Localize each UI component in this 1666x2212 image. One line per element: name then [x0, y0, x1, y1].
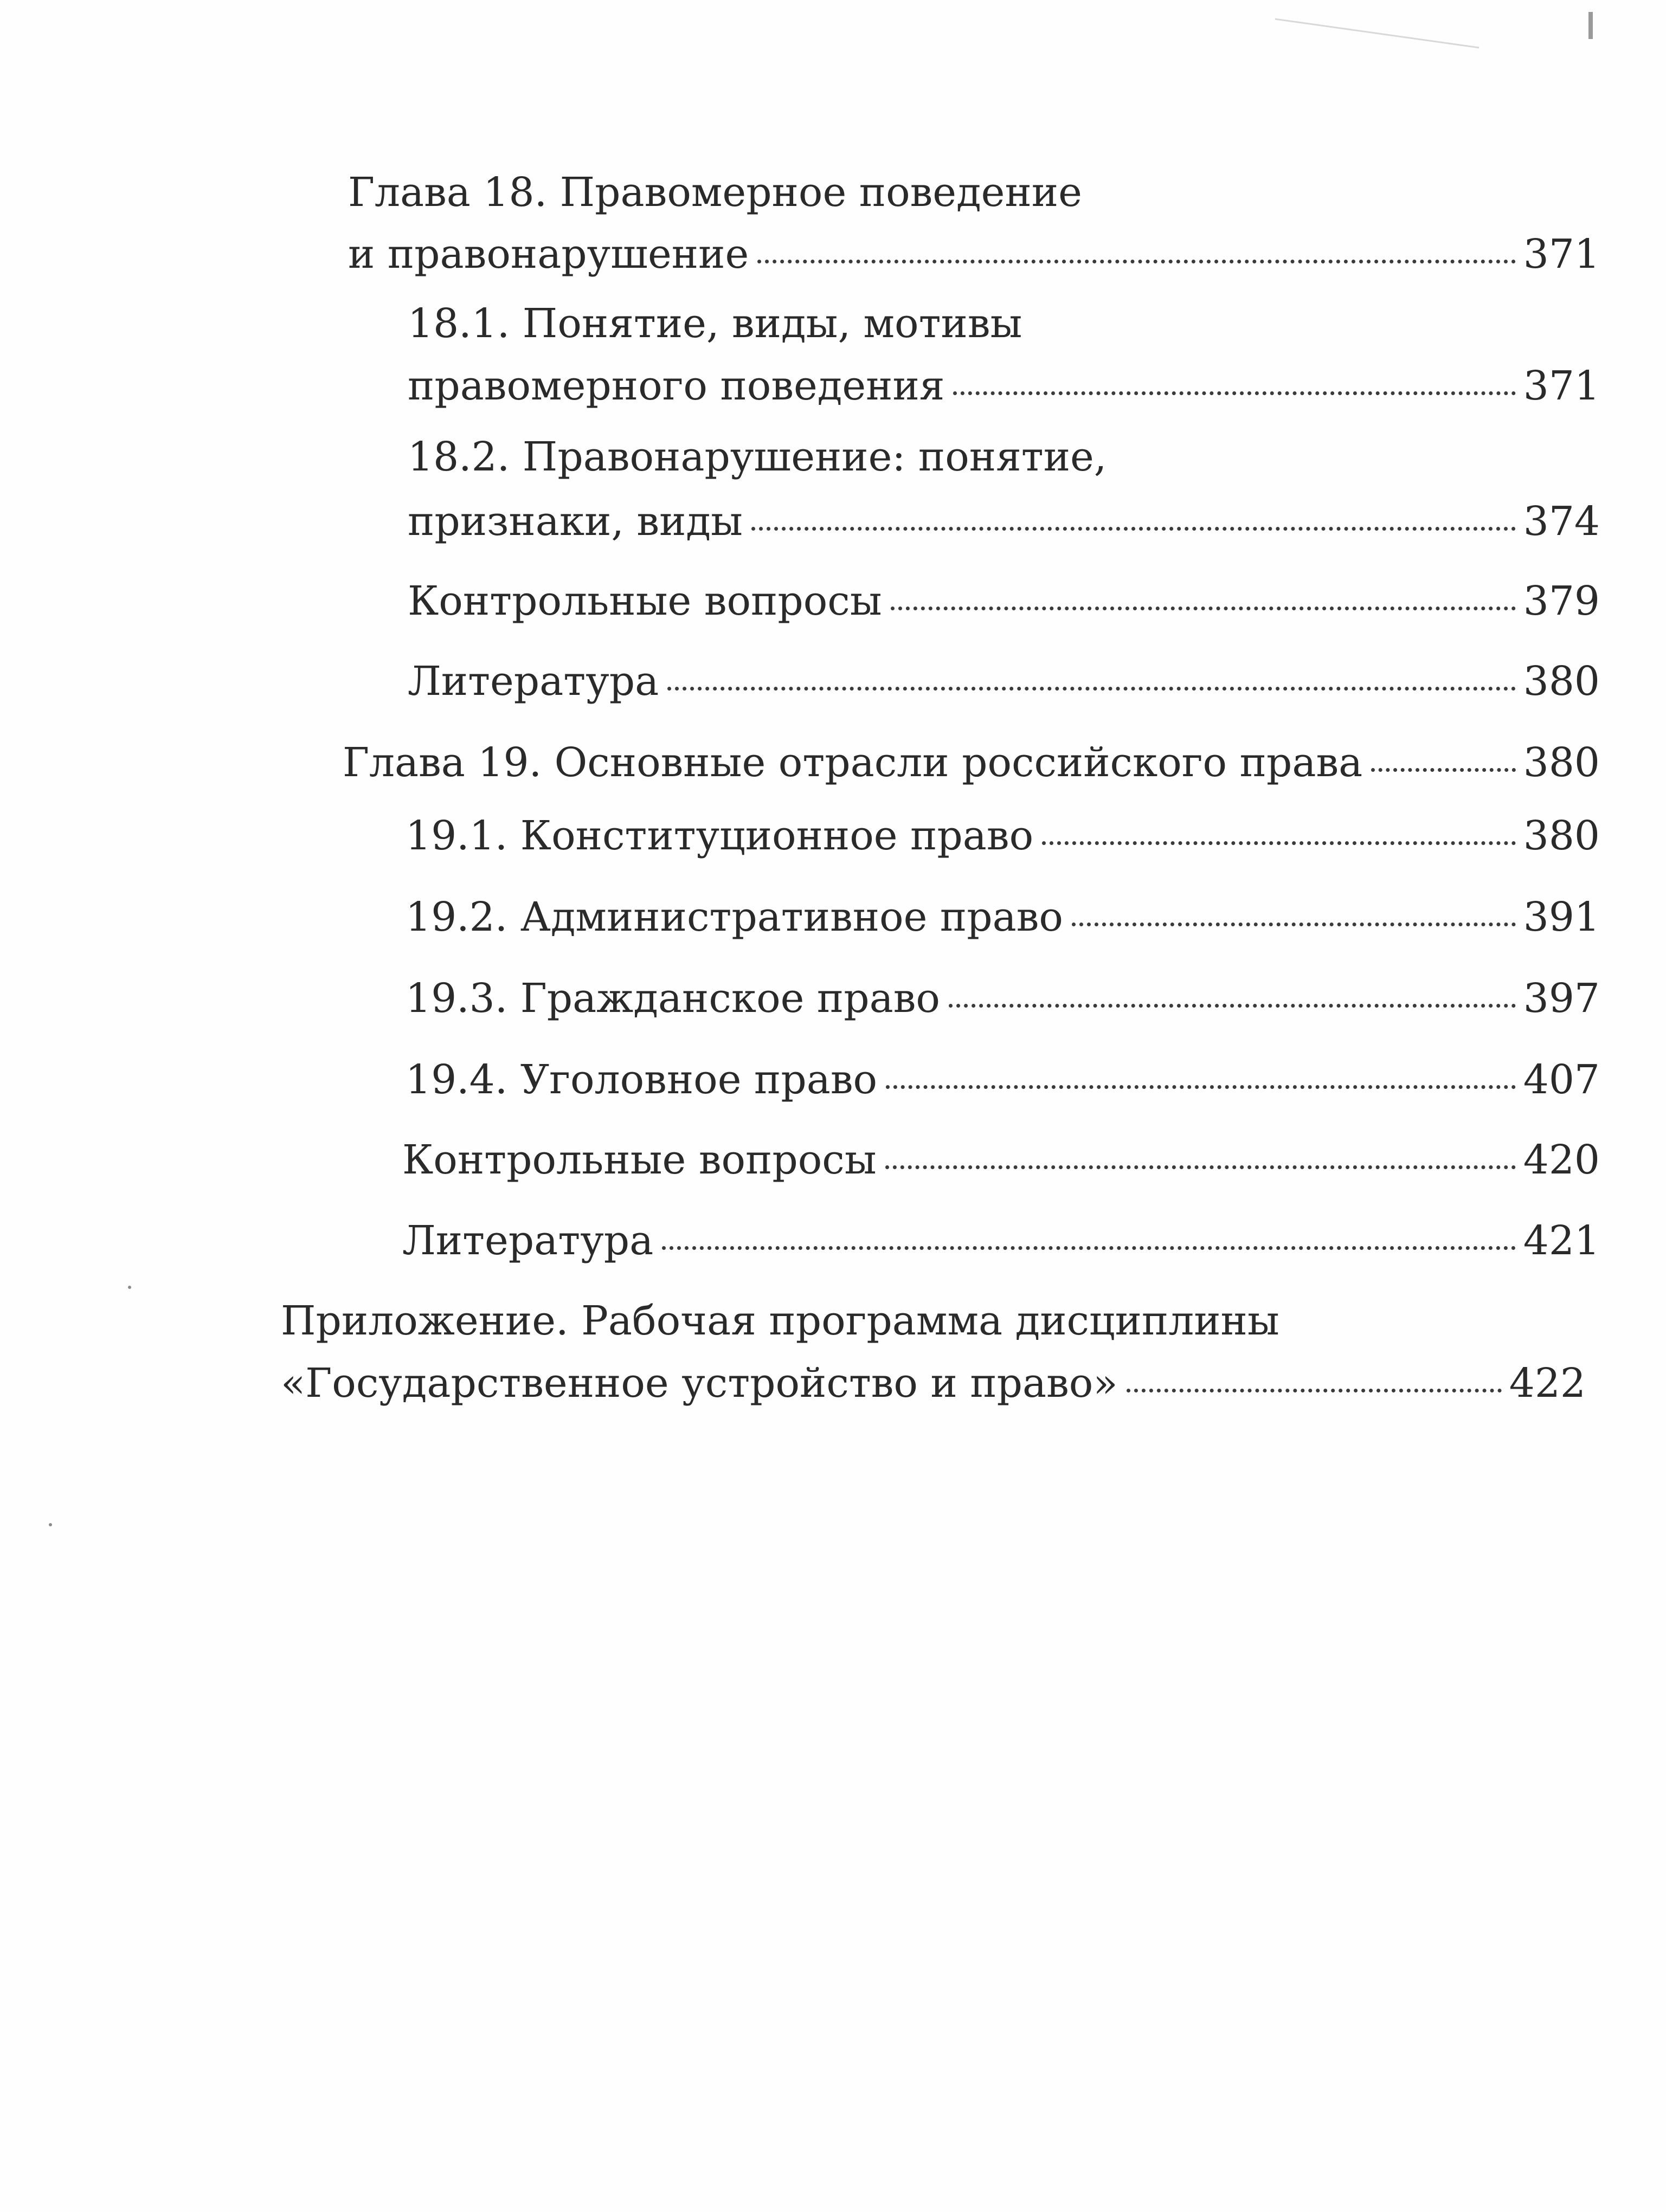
dot-leader	[891, 607, 1516, 610]
scan-edge-streak	[1275, 18, 1480, 49]
scan-edge-mark	[1588, 12, 1593, 39]
toc-section-18-1	[408, 363, 1600, 409]
dot-leader	[1042, 841, 1516, 845]
toc-chapter-18	[348, 231, 1600, 278]
toc-page-number: 422	[1509, 1360, 1586, 1407]
dot-leader	[751, 527, 1516, 531]
scan-dot	[128, 1286, 131, 1289]
toc-literature-19	[402, 1217, 1600, 1264]
toc-section-19-3	[406, 975, 1600, 1022]
toc-section-18-2-line1: 18.2. Правонарушение: понятие,	[408, 434, 1107, 480]
toc-section-18-2	[408, 498, 1600, 545]
toc-questions-18	[408, 578, 1600, 624]
toc-chapter-19	[343, 739, 1600, 786]
toc-page-number: 421	[1523, 1217, 1600, 1264]
toc-entry-title: Контрольные вопросы	[402, 1137, 877, 1183]
dot-leader	[886, 1085, 1516, 1089]
toc-page-number: 374	[1523, 498, 1600, 545]
toc-entry-title: Литература	[408, 658, 659, 705]
dot-leader	[667, 687, 1515, 691]
toc-entry-title: 19.1. Конституционное право	[406, 812, 1034, 859]
toc-entry-title: 19.3. Гражданское право	[406, 975, 940, 1022]
toc-entry-title: Литература	[402, 1217, 654, 1264]
dot-leader	[949, 1004, 1516, 1008]
toc-entry-title: признаки, виды	[408, 498, 743, 545]
dot-leader	[885, 1165, 1516, 1169]
toc-questions-19	[402, 1137, 1600, 1183]
toc-chapter-18-line1: Глава 18. Правомерное поведение	[348, 169, 1082, 216]
toc-page-number: 397	[1523, 975, 1600, 1022]
dot-leader	[757, 260, 1516, 263]
toc-page-number: 380	[1523, 739, 1600, 786]
toc-page-number: 391	[1523, 894, 1600, 940]
toc-section-19-1	[406, 812, 1600, 859]
toc-entry-title: правомерного поведения	[408, 363, 945, 409]
dot-leader	[1127, 1389, 1502, 1392]
toc-page-number: 420	[1523, 1137, 1600, 1183]
toc-entry-title: «Государственное устройство и право»	[281, 1360, 1118, 1407]
toc-entry-title: Глава 19. Основные отрасли российского права	[343, 739, 1363, 786]
toc-section-18-1-line1: 18.1. Понятие, виды, мотивы	[408, 300, 1022, 347]
toc-page-number: 371	[1523, 231, 1600, 278]
toc-entry-title: Контрольные вопросы	[408, 578, 882, 624]
dot-leader	[953, 391, 1515, 395]
toc-page-number: 379	[1523, 578, 1600, 624]
dot-leader	[662, 1246, 1515, 1250]
toc-page-number: 371	[1523, 363, 1600, 409]
toc-literature-18	[408, 658, 1600, 705]
toc-section-19-2	[406, 894, 1600, 940]
toc-entry-title: и правонарушение	[348, 231, 749, 278]
toc-appendix	[281, 1360, 1586, 1407]
toc-page-number: 380	[1523, 658, 1600, 705]
dot-leader	[1072, 923, 1516, 926]
toc-section-19-4	[406, 1056, 1600, 1103]
toc-appendix-line1: Приложение. Рабочая программа дисциплины	[281, 1298, 1279, 1344]
toc-entry-title: 19.4. Уголовное право	[406, 1056, 878, 1103]
toc-page-number: 380	[1523, 812, 1600, 859]
toc-page-number: 407	[1523, 1056, 1600, 1103]
toc-entry-title: 19.2. Административное право	[406, 894, 1063, 940]
dot-leader	[1371, 768, 1516, 772]
scan-dot	[49, 1523, 52, 1526]
